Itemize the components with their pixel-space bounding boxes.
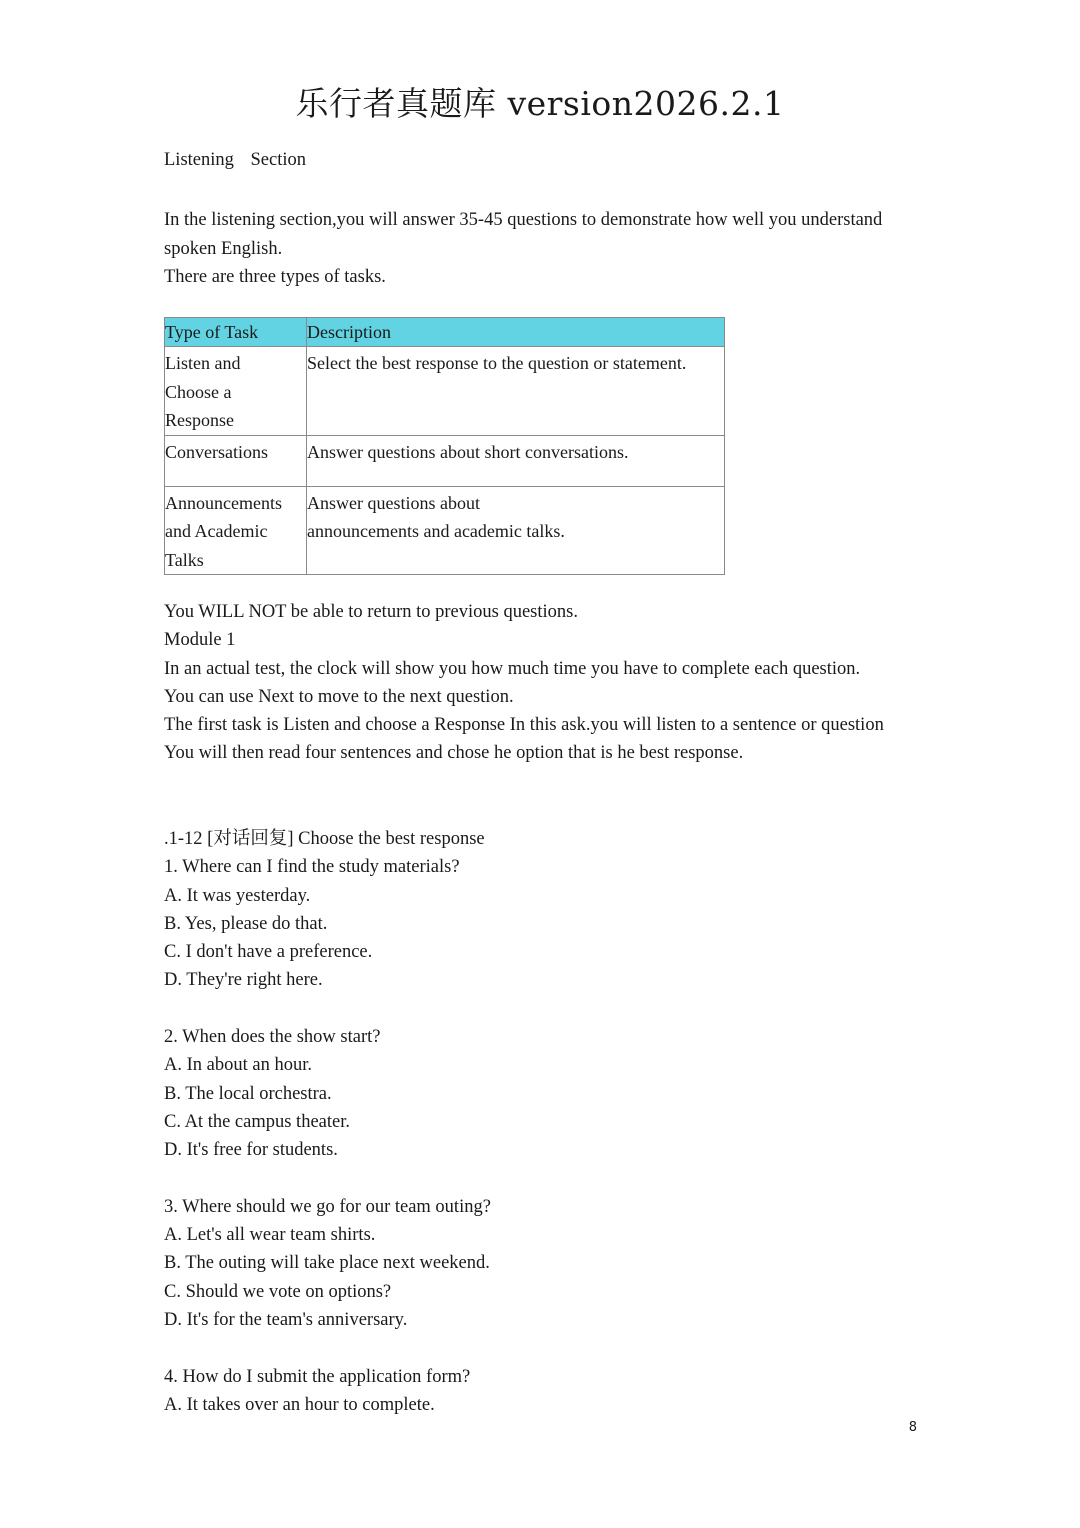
description-text: Select the best response to the question or statement. <box>307 353 687 373</box>
task-text: Choose a <box>165 381 232 402</box>
option-item: D. It's free for students. <box>164 1140 338 1161</box>
option-item: A. In about an hour. <box>164 1055 312 1076</box>
intro-line: There are three types of tasks. <box>164 267 386 287</box>
spacer <box>164 995 924 1023</box>
header-description: Description <box>307 318 725 347</box>
description-cell <box>307 347 725 436</box>
task-types-table <box>164 317 725 575</box>
task-text: Announcements <box>165 492 282 513</box>
instruction-line: In an actual test, the clock will show you how much time you have to complete each question. <box>164 658 861 679</box>
description-text: Answer questions about <box>307 492 480 513</box>
question-text: 2. When does the show start? <box>164 1027 381 1048</box>
page-number: 8 <box>908 1420 917 1435</box>
description-cell <box>307 435 725 486</box>
section-label: Listening Section <box>164 150 306 170</box>
questions-header: .1-12 [对话回复] Choose the best response <box>164 829 485 849</box>
option-item: C. At the campus theater. <box>164 1111 350 1132</box>
questions-block <box>164 825 924 1419</box>
intro-line: In the listening section,you will answer 35-45 questions to demonstrate how well you understand <box>164 210 883 230</box>
instruction-line: You WILL NOT be able to return to previous questions. <box>164 602 578 622</box>
description-text: Answer questions about short conversations. <box>307 441 629 462</box>
description-cell <box>307 486 725 575</box>
task-cell <box>165 347 307 436</box>
task-text: and Academic <box>165 521 268 541</box>
document-title: 乐行者真题库 version2026.2.1 <box>295 84 785 123</box>
instruction-line: The first task is Listen and choose a Response In this ask.you will listen to a sentence or question <box>164 715 884 736</box>
task-cell <box>165 486 307 575</box>
option-item: A. It was yesterday. <box>164 885 311 906</box>
option-item: C. Should we vote on options? <box>164 1281 392 1302</box>
question-text: 4. How do I submit the application form? <box>164 1366 471 1387</box>
instruction-line: You can use Next to move to the next question. <box>164 686 514 707</box>
instruction-line: You will then read four sentences and chose he option that is he best response. <box>164 743 744 764</box>
question-text: 1. Where can I find the study materials? <box>164 857 460 878</box>
table-row <box>165 347 725 436</box>
intro-paragraph <box>164 206 924 292</box>
task-text: Talks <box>165 549 204 570</box>
table-header-row <box>165 318 725 347</box>
option-item: D. It's for the team's anniversary. <box>164 1310 408 1331</box>
instructions-block <box>164 598 924 768</box>
option-item: B. Yes, please do that. <box>164 913 328 934</box>
header-type-of-task: Type of Task <box>165 318 307 347</box>
task-cell <box>165 435 307 486</box>
question-text: 3. Where should we go for our team outing? <box>164 1196 491 1217</box>
description-text: announcements and academic talks. <box>307 521 565 541</box>
option-item: A. It takes over an hour to complete. <box>164 1394 435 1415</box>
instruction-line: Module 1 <box>164 630 236 651</box>
task-text: Response <box>165 410 234 430</box>
option-item: D. They're right here. <box>164 970 323 991</box>
option-item: B. The outing will take place next weekend. <box>164 1253 490 1274</box>
task-text: Conversations <box>165 441 268 462</box>
table-row <box>165 435 725 486</box>
spacer <box>164 1165 924 1193</box>
task-text: Listen and <box>165 353 241 373</box>
option-item: A. Let's all wear team shirts. <box>164 1225 376 1246</box>
option-item: B. The local orchestra. <box>164 1083 332 1104</box>
table-row <box>165 486 725 575</box>
option-item: C. I don't have a preference. <box>164 942 373 963</box>
intro-line: spoken English. <box>164 238 283 259</box>
spacer <box>164 1334 924 1362</box>
